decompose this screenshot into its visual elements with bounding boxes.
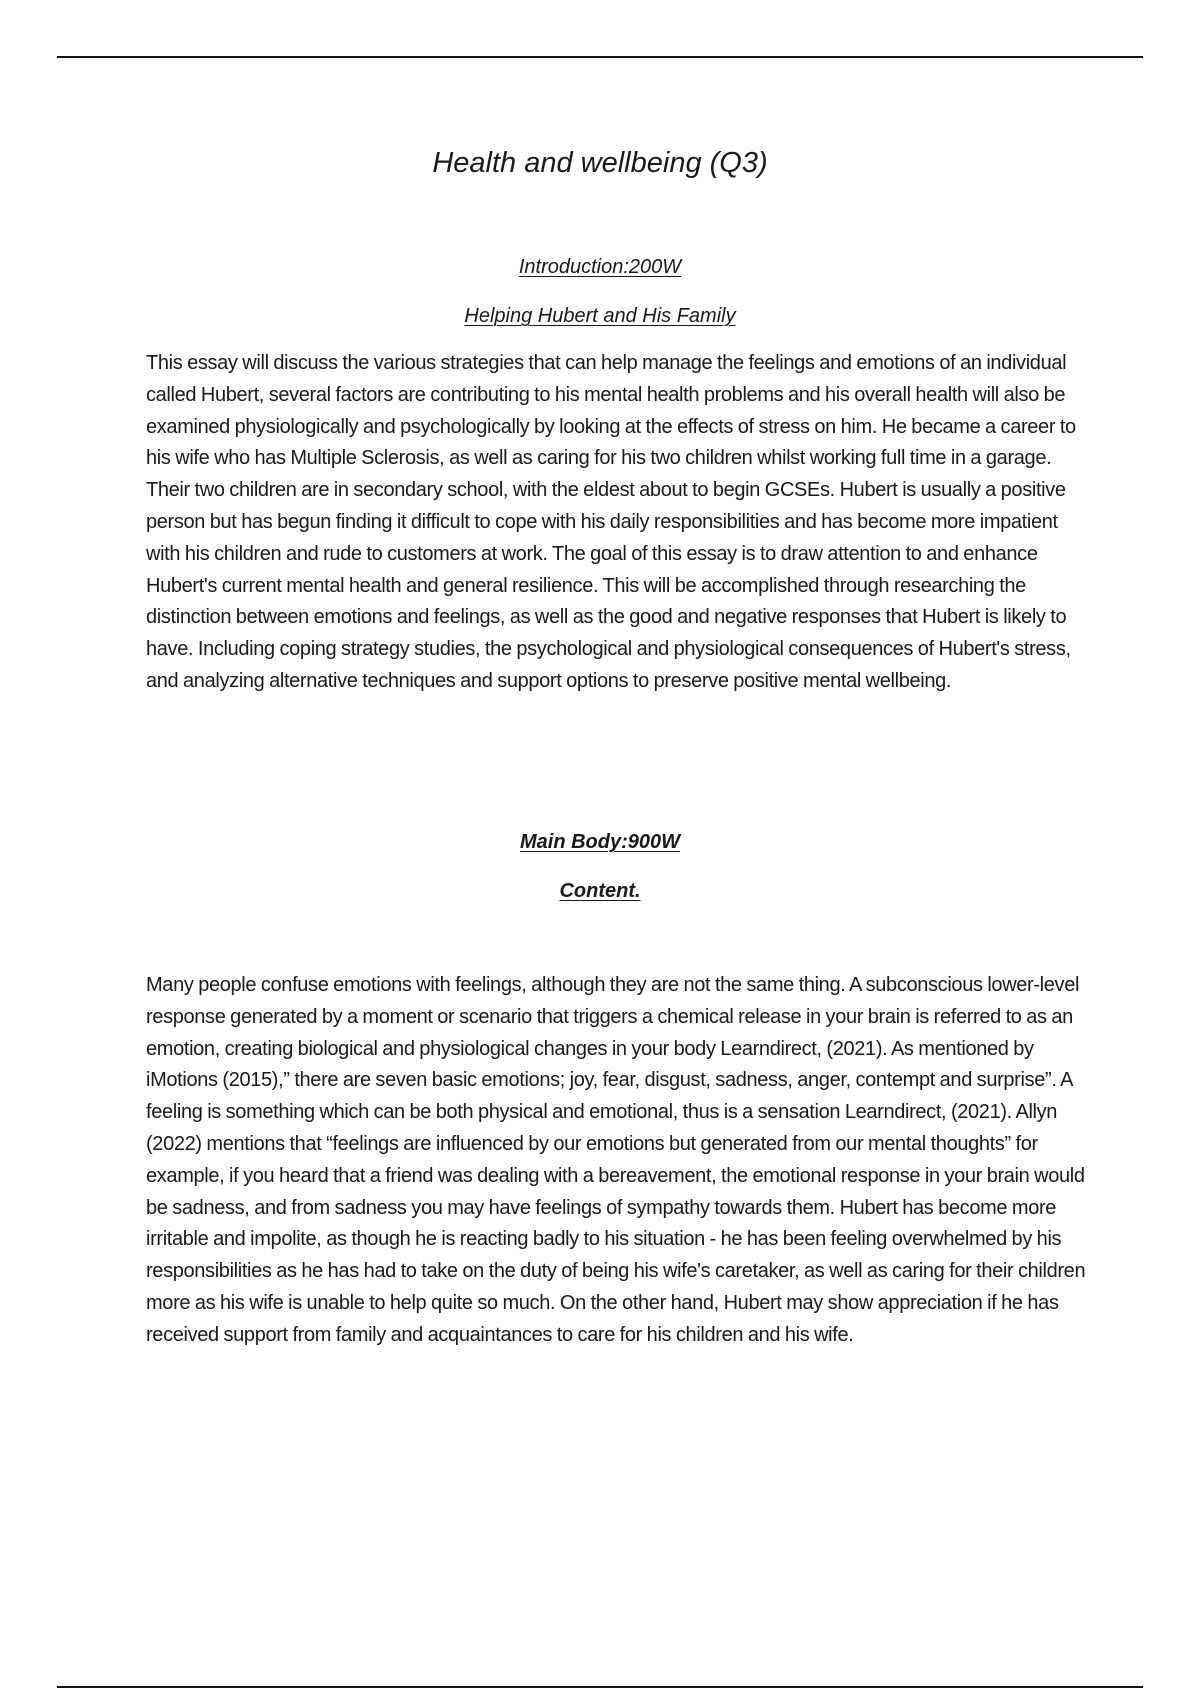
main-body-heading (0, 829, 1200, 855)
document-title: Health and wellbeing (Q3) (432, 147, 768, 179)
content-subheading-text: Content. (559, 880, 641, 902)
introduction-paragraph: This essay will discuss the various strategies that can help manage the feelings and emotions of an individual called Hubert, several factors are contributing to his mental health problems and his overall health will also be examined physiologically and psychologically by looking at the effects of stress on him. He became a career to his wife who has Multiple Sclerosis, as well as caring for his two children whilst working full time in a garage. Their two children are in secondary school, with the eldest about to begin GCSEs. Hubert is usually a positive person but has begun finding it difficult to cope with his daily responsibilities and has become more impatient with his children and rude to customers at work. The goal of this essay is to draw attention to and enhance Hubert's current mental health and general resilience. This will be accomplished through researching the distinction between emotions and feelings, as well as the good and negative responses that Hubert is likely to have. Including coping strategy studies, the psychological and physiological consequences of Hubert's stress, and analyzing alternative techniques and support options to preserve positive mental wellbeing. (146, 352, 1076, 692)
main-body-paragraph: Many people confuse emotions with feelings, although they are not the same thing. A subconscious lower-level response generated by a moment or scenario that triggers a chemical release in your brain is referred to as an emotion, creating biological and physiological changes in your body Learndirect, (2021). As mentioned by iMotions (2015),” there are seven basic emotions; joy, fear, disgust, sadness, anger, contempt and surprise”. A feeling is something which can be both physical and emotional, thus is a sensation Learndirect, (2021). Allyn (2022) mentions that “feelings are influenced by our emotions but generated from our mental thoughts” for example, if you heard that a friend was dealing with a bereavement, the emotional response in your brain would be sadness, and from sadness you may have feelings of sympathy towards them. Hubert has become more irritable and impolite, as though he is reacting badly to his situation - he has been feeling overwhelmed by his responsibilities as he has had to take on the duty of being his wife's caretaker, as well as caring for their children more as his wife is unable to help quite so much. On the other hand, Hubert may show appreciation if he has received support from family and acquaintances to care for his children and his wife. (146, 974, 1086, 1346)
introduction-subheading-text: Helping Hubert and His Family (464, 305, 736, 327)
content-subheading (0, 878, 1200, 904)
main-body-heading-text: Main Body:900W (519, 831, 681, 853)
introduction-heading-text: Introduction:200W (518, 256, 682, 278)
footer-rule (57, 1686, 1143, 1688)
introduction-heading (0, 254, 1200, 280)
introduction-subheading (0, 303, 1200, 329)
header-rule (57, 56, 1143, 58)
